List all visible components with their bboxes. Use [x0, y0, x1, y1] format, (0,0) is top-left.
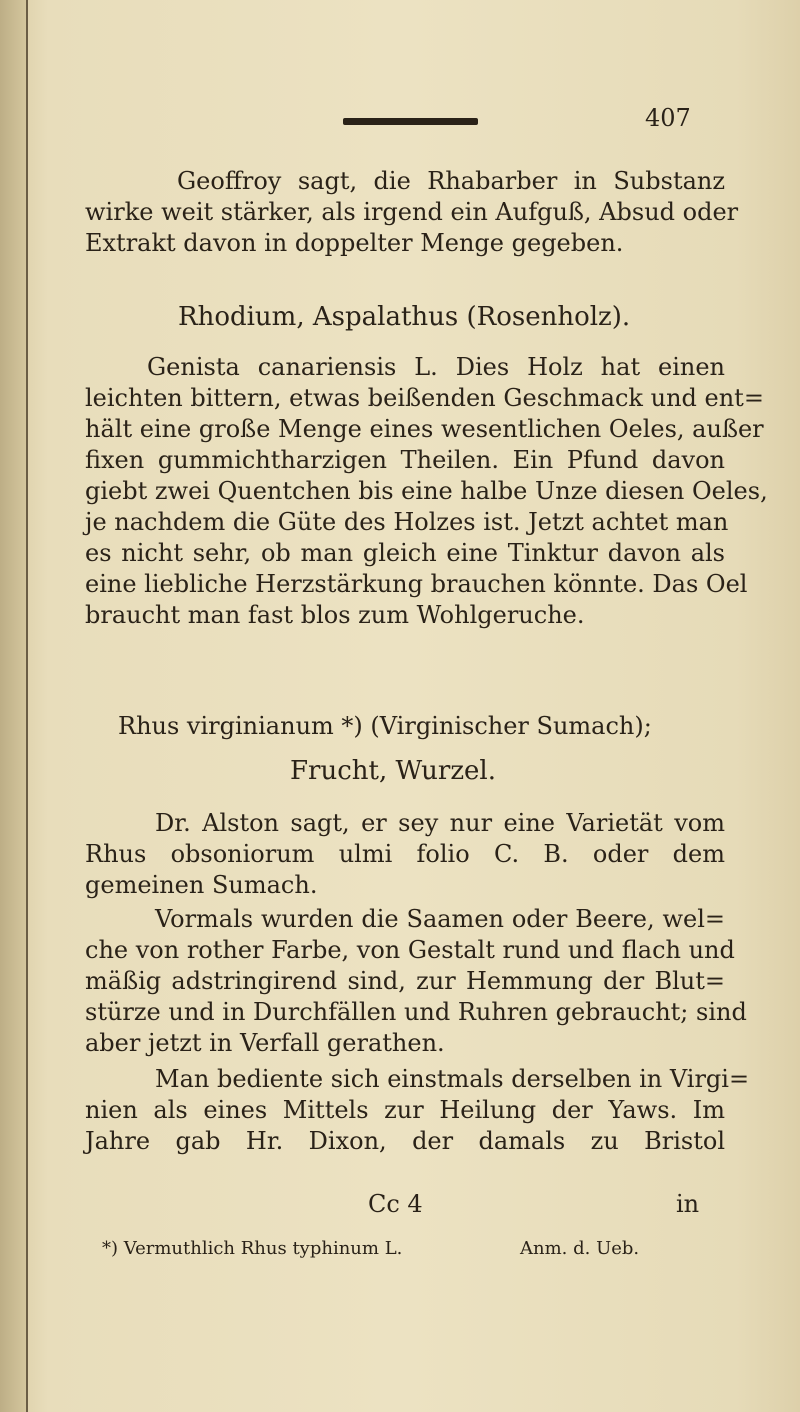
text-line: Rhus obsoniorum ulmi folio C. B. oder dem — [85, 840, 725, 868]
text-line: Dr. Alston sagt, er sey nur eine Varietät vom — [155, 809, 725, 837]
text-line: Jahre gab Hr. Dixon, der damals zu Bristol — [85, 1127, 725, 1155]
text-line: Man bediente sich einstmals derselben in Virgi= — [155, 1065, 750, 1093]
page-number: 407 — [645, 104, 691, 132]
text-line: fixen gummichtharzigen Theilen. Ein Pfund davon — [85, 446, 725, 474]
text-line: eine liebliche Herzstärkung brauchen könnte. Das Oel — [85, 570, 748, 598]
paragraph-vormals — [85, 904, 747, 1059]
text-line: gemeinen Sumach. — [85, 871, 318, 899]
text-line: je nachdem die Güte des Holzes ist. Jetzt achtet man — [85, 508, 729, 536]
footnote-attribution: Anm. d. Ueb. — [520, 1238, 640, 1259]
heading-rhus-virginianum: Rhus virginianum *) (Virginischer Sumach); — [118, 712, 652, 740]
text-line: braucht man fast blos zum Wohlgeruche. — [85, 601, 585, 629]
header-rule — [343, 118, 478, 125]
text-line: stürze und in Durchfällen und Ruhren gebraucht; sind — [85, 998, 747, 1026]
paragraph-geoffroy — [85, 166, 739, 259]
heading-frucht-wurzel: Frucht, Wurzel. — [290, 756, 497, 786]
text-line: Geoffroy sagt, die Rhabarber in Substanz — [177, 167, 725, 195]
text-line: nien als eines Mittels zur Heilung der Yaws. Im — [85, 1096, 725, 1124]
text-line: mäßig adstringirend sind, zur Hemmung der Blut= — [85, 967, 725, 995]
text-line: Vormals wurden die Saamen oder Beere, wel= — [155, 905, 725, 933]
footnote: *) Vermuthlich Rhus typhinum L. — [102, 1238, 403, 1259]
paragraph-bediente — [85, 1064, 750, 1157]
signature-mark: Cc 4 — [368, 1190, 423, 1218]
text-line: wirke weit stärker, als irgend ein Aufguß, Absud oder — [85, 198, 739, 226]
paragraph-genista — [85, 352, 768, 631]
text-line: es nicht sehr, ob man gleich eine Tinktur davon als — [85, 539, 725, 567]
text-line: che von rother Farbe, von Gestalt rund und flach und — [85, 936, 735, 964]
text-line: Genista canariensis L. Dies Holz hat einen — [147, 353, 725, 381]
page-gutter — [0, 0, 28, 1412]
text-line: aber jetzt in Verfall gerathen. — [85, 1029, 445, 1057]
paragraph-alston — [85, 808, 725, 901]
catchword: in — [676, 1190, 700, 1218]
text-line: Extrakt davon in doppelter Menge gegeben. — [85, 229, 624, 257]
heading-rhodium: Rhodium, Aspalathus (Rosenholz). — [178, 302, 631, 332]
text-line: leichten bittern, etwas beißenden Geschmack und ent= — [85, 384, 764, 412]
text-line: giebt zwei Quentchen bis eine halbe Unze diesen Oeles, — [85, 477, 768, 505]
text-line: hält eine große Menge eines wesentlichen Oeles, außer — [85, 415, 764, 443]
